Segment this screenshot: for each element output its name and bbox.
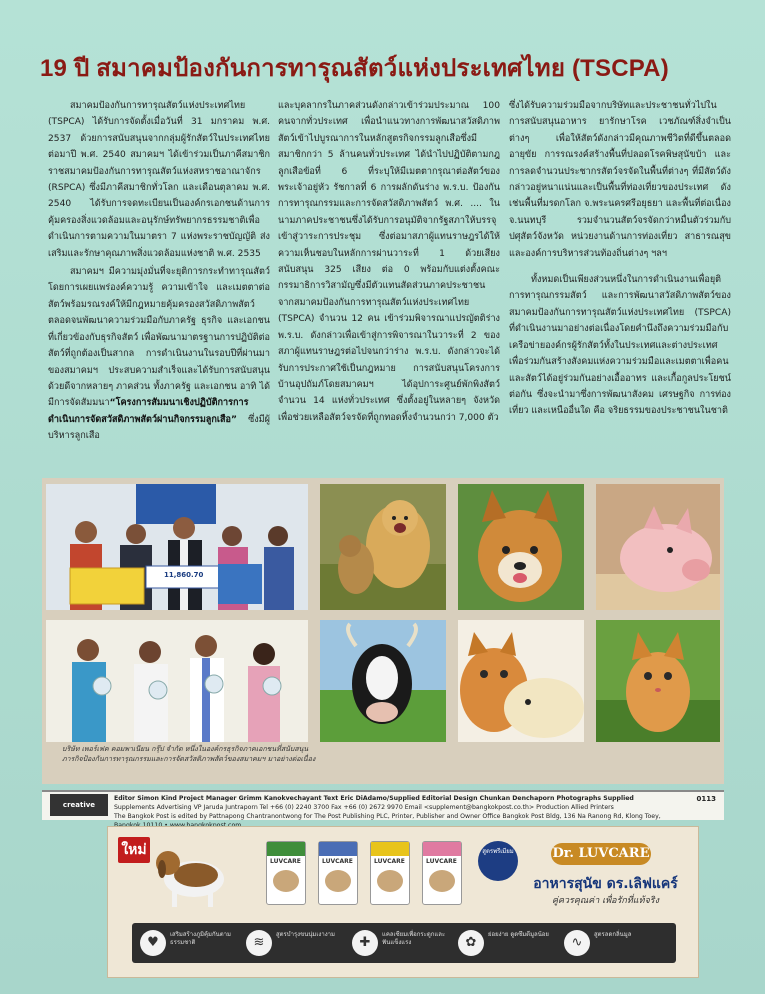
feature-text: แคลเซียมเพื่อกระดูกและฟันแข็งแรง [382, 931, 446, 946]
paragraph: สมาคมป้องกันการทารุณสัตว์แห่งประเทศไทย (TSPCA) ได้รับการจัดตั้งเมื่อวันที่ 31 มกราคม พ.ศ. 2537 ด้วยการสนับสนุนจากกลุ่มผู้รักสัตว์ในประเทศไทย ต่อมาปี พ.ศ. 2540 สมาคมฯ ได้เข้าร่วมเป็นภาคีสมาชิกราชสมาคมป้องกันการทารุณสัตว์แห่งสหราชอาณาจักร (RSPCA) ซึ่งมีภาคีสมาชิกทั่วโลก และเดือนตุลาคม พ.ศ. 2540 ได้รับการจดทะเบียนเป็นองค์กรเอกชนด้านการคุ้มครองสิ่งแวดล้อมและอนุรักษ์ทรัพยากรธรรมชาติเพื่อดำเนินการตามความในมาตรา 7 แห่งพระราชบัญญัติ ส่งเสริมและรักษาคุณภาพสิ่งแวดล้อมแห่งชาติ พ.ศ. 2535 [48, 101, 270, 259]
pig-photo [596, 484, 720, 610]
feature-bar [132, 923, 676, 963]
dog-image [458, 484, 584, 610]
brand-logo: Dr. LUVCARE [551, 843, 651, 865]
paragraph: ทั้งหมดเป็นเพียงส่วนหนึ่งในการดำเนินงานเพื่อยุติการทารุณกรรมสัตว์ และการพัฒนาสวัสดิภาพสัตว์ของสมาคมป้องกันการทารุณสัตว์แห่งประเทศไทย (TSPCA) ที่ดำเนินงานมาอย่างต่อเนื่องโดยคำนึงถึงความร่วมมือกับเครือข่ายองค์กรผู้รักสัตว์ทั้งในประเทศและต่างประเทศ เพื่อร่วมกันสร้างสังคมแห่งความร่วมมือและเมตตาเพื่อคนและสัตว์ได้อยู่ร่วมกันอย่างเอื้ออาทร และเกื้อกูลประโยชน์ต่อกัน ซึ่งจะนำมาซึ่งการพัฒนาสังคม เศรษฐกิจ การท่องเที่ยว และเหนืออื่นใด คือ จริยธรรมของประชาชนในชาติ [509, 275, 731, 417]
shield-icon: ♥ [140, 930, 166, 956]
photo-caption: บริษัท เพอร์เฟค คอมพาเนียน กรุ๊ป จำกัด หนึ่งในองค์กรธุรกิจภาคเอกชนที่สนับสนุนภารกิจป้องกันการทารุณกรรมและการจัดสวัสดิภาพสัตว์ของสมาคมฯ มาอย่างต่อเนื่อง [62, 745, 316, 763]
feature-text: เสริมสร้างภูมิคุ้มกันตามธรรมชาติ [170, 931, 231, 946]
paragraph: และบุคลากรในภาคส่วนดังกล่าวเข้าร่วมประมาณ 100 คนจากทั่วประเทศ เพื่อนำแนวทางการพัฒนาสวัสดิภาพสัตว์เข้าไปบูรณาการในหลักสูตรกิจกรรมลูกเสือซึ่งมีสมาชิกกว่า 5 ล้านคนทั่วประเทศ ได้นำไปปฏิบัติตามกฎลูกเสือข้อที่ 6 ที่ระบุให้มีเมตตากรุณาต่อสัตว์ของพระเจ้าอยู่หัว รัชกาลที่ 6 การผลักดันร่าง พ.ร.บ. ป้องกันการทารุณกรรมและการจัดสวัสดิภาพสัตว์ พ.ศ. .... ในนามภาคประชาชนซึ่งได้รับการอนุมัติจากรัฐสภาให้บรรจุเข้าสู่วาระการประชุม ซึ่งต่อมาสภาผู้แทนราษฎรได้ให้ความเห็นชอบในหลักการผ่านวาระที่ 1 ด้วยเสียงสนับสนุน 325 เสียง ต่อ 0 พร้อมกับแต่งตั้งคณะกรรมาธิการวิสามัญซึ่งมีตัวแทนสัดส่วนภาคประชาชนจากสมาคมป้องกันการทารุณสัตว์แห่งประเทศไทย (TSPCA) จำนวน 12 คน เข้าร่วมพิจารณาแปรญัตติร่าง พ.ร.บ. ดังกล่าวเพื่อเข้าสู่การพิจารณาในวาระที่ 2 ของสภาผู้แทนราษฎรต่อไปจนกว่าร่าง พ.ร.บ. ดังกล่าวจะได้รับการประกาศใช้เป็นกฎหมาย การสนับสนุนโครงการบ้านอุปถัมภ์โดยสมาคมฯ ได้อุปการะศูนย์พักพิงสัตว์จำนวน 14 แห่งทั่วประเทศ ซึ่งตั้งอยู่ในหลายๆ จังหวัด เพื่อช่วยเหลือสัตว์จรจัดที่ถูกทอดทิ้งจำนวนกว่า 7,000 ตัว [278, 101, 500, 423]
new-label: ใหม่ [118, 837, 150, 863]
credits-line: The Bangkok Post is edited by Pattnapong Chantranontwong for The Post Publishing PLC, Printer, Publisher and Owner Office Bangkok Post Bldg, 136 Na Ranong Rd, Klong Toey, [114, 813, 661, 820]
article-column-2 [278, 98, 500, 426]
seminar-title: “โครงการสัมมนาเชิงปฏิบัติการการดำเนินการจัดสวัสดิภาพสัตว์ผ่านกิจกรรมลูกเสือ” [48, 398, 249, 425]
photo-collage [42, 478, 724, 784]
group-photo-fans-image [46, 620, 308, 742]
tooth-icon: ✚ [352, 930, 378, 956]
credits-bar [42, 790, 724, 820]
fur-icon: ≋ [246, 930, 272, 956]
beagle-image [150, 839, 232, 909]
brand-thai-name: อาหารสุนัข ดร.เลิฟแคร์ [533, 876, 678, 892]
feature-text: สูตรลดกลิ่นมูล [594, 931, 632, 938]
dog-icon [377, 870, 403, 892]
bag-band [423, 842, 461, 856]
feature-text: ย่อยง่าย ดูดซึมดีมูลน้อย [488, 931, 549, 938]
product-bag-blue [318, 841, 358, 905]
check-amount: 11,860.70 [164, 571, 204, 579]
kitten-guinea-pig-photo [458, 620, 584, 742]
cow-photo [320, 620, 446, 742]
article-column-1 [48, 98, 270, 445]
kitten-image [596, 620, 720, 742]
bag-band [371, 842, 409, 856]
cheetah-image [320, 484, 446, 610]
premium-badge: สูตรพรีเมียม [478, 841, 518, 881]
luvcare-advertisement [107, 826, 699, 978]
pig-image [596, 484, 720, 610]
bag-label: LUVCARE [322, 858, 353, 865]
odor-icon: ∿ [564, 930, 590, 956]
paragraph-text: ซึ่งมีผู้บริหารลูกเสือ [48, 414, 270, 442]
bag-band [267, 842, 305, 856]
bag-label: LUVCARE [374, 858, 405, 865]
creative-logo: creative [50, 794, 108, 816]
dog-icon [325, 870, 351, 892]
bag-band [319, 842, 357, 856]
paragraph [48, 264, 270, 444]
product-bag-pink [422, 841, 462, 905]
credits-line: Supplements Advertising VP Jaruda Juntraporn Tel +66 (0) 2240 3700 Fax +66 (0) 2672 9970 Email <supplement@bangkokpost.co.th> Production Allied Printers [114, 804, 614, 811]
article-column-3 [509, 98, 731, 420]
credits-text [114, 794, 674, 830]
kitten-photo [596, 620, 720, 742]
bag-label: LUVCARE [270, 858, 301, 865]
article-title: 19 ปี สมาคมป้องกันการทารุณสัตว์แห่งประเทศไทย (TSCPA) [40, 55, 669, 82]
brand-slogan: คู่ควรคุณค่า เพื่อรักที่แท้จริง [551, 896, 660, 906]
paragraph-text: สมาคมฯ มีความมุ่งมั่นที่จะยุติการกระทำทารุณสัตว์โดยการเผยแพร่องค์ความรู้ ความเข้าใจ และเมตตาต่อสัตว์พร้อมรณรงค์ให้มีกฎหมายคุ้มครองสวัสดิภาพสัตว์ ตลอดจนพัฒนาความร่วมมือกับภาครัฐ ธุรกิจ และเอกชนที่เกี่ยวข้องกับธุรกิจสัตว์ เพื่อพัฒนามาตรฐานการปฏิบัติต่อสัตว์ที่ถูกต้องเป็นสากล การดำเนินงานในรอบปีที่ผ่านมาของสมาคมฯ ประสบความสำเร็จและได้รับการสนับสนุนด้วยดีจากหลายๆ ภาคส่วน ทั้งภาครัฐ และเอกชน อาทิ ได้มีการจัดสัมมนา [48, 267, 270, 409]
product-bag-green [266, 841, 306, 905]
cow-image [320, 620, 446, 742]
group-photo-check-image [46, 484, 308, 610]
group-photo-check [46, 484, 308, 610]
dog-photo [458, 484, 584, 610]
product-bag-yellow [370, 841, 410, 905]
cheetah-photo [320, 484, 446, 610]
dog-icon: ✿ [458, 930, 484, 956]
feature-text: สูตรบำรุงขนนุ่มเงางาม [276, 931, 335, 938]
group-photo-fans [46, 620, 308, 742]
dog-icon [429, 870, 455, 892]
kitten-guinea-pig-image [458, 620, 584, 742]
bag-label: LUVCARE [426, 858, 457, 865]
page-number: 0113 [696, 795, 716, 803]
credits-line: Editor Simon Kind Project Manager Grimm Kanokvechayant Text Eric DiAdamo/Supplied Editorial Design Chunkan Denchaporn Photographs Supplied [114, 795, 634, 802]
dog-icon [273, 870, 299, 892]
paragraph: ซึ่งได้รับความร่วมมือจากบริษัทและประชาชนทั่วไปในการสนับสนุนอาหาร ยารักษาโรค เวชภัณฑ์สิ่งจำเป็นต่างๆ เพื่อให้สัตว์ดังกล่าวมีคุณภาพชีวิตที่ดีขึ้นตลอดอายุขัย การรณรงค์สร้างพื้นที่ปลอดโรคพิษสุนัขบ้า และการลดจำนวนประชากรสัตว์จรจัดในพื้นที่ต่างๆ ที่มีสัตว์ดังกล่าวอยู่หนาแน่นและเป็นพื้นที่ท่องเที่ยวของประเทศ ดังเช่นพื้นที่มรดกโลก จ.พระนครศรีอยุธยา และพื้นที่ต่อเนื่อง จ.นนทบุรี รวมจำนวนสัตว์จรจัดกว่าหมื่นตัวร่วมกับปศุสัตว์จังหวัด หน่วยงานด้านการท่องเที่ยว สาธารณสุข และองค์การบริหารส่วนท้องถิ่นต่างๆ ฯลฯ [509, 101, 731, 259]
